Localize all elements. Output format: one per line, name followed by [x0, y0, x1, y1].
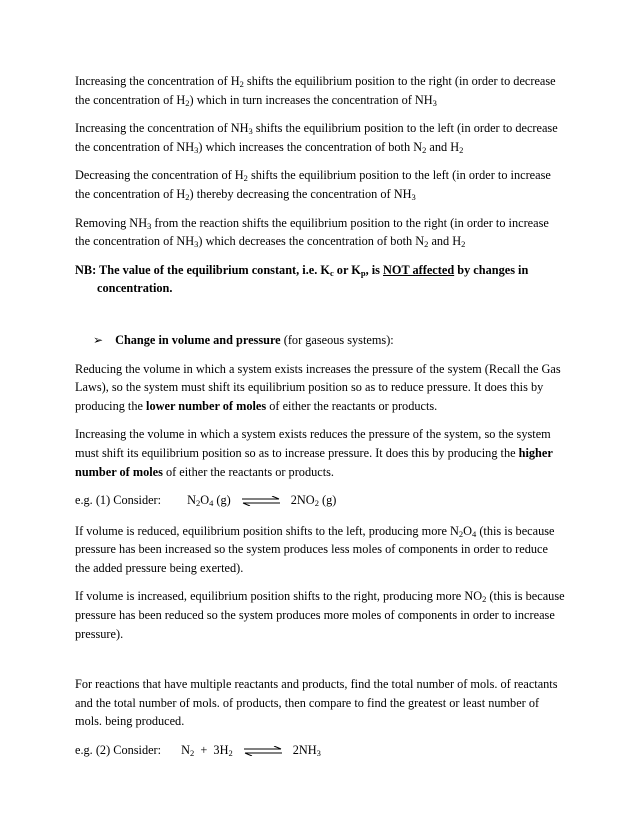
- paragraph-h2-decrease: Decreasing the concentration of $H_2$ shifts the equilibrium position to the left (in order to increase the concentration of $H_2$) thereby decreasing the concentration of $NH_3$: [75, 168, 551, 202]
- paragraph-volume-reduced-result: If volume is reduced, equilibrium position shifts to the left, producing more $N_2O_4$ (this is because pressure has been increased so the system produces less moles of components in order to reduce the added pressure being exerted).: [75, 523, 555, 575]
- paragraph-volume-reduce: Reducing the volume in which a system exists increases the pressure of the system (Recall the Gas Laws), so the system must shift its equilibrium position so as to reduce pressure. It does this by producing the lower number of moles of either the reactants or products.: [75, 361, 561, 413]
- document-body: [75, 72, 565, 772]
- paragraph-multiple-reactants: For reactions that have multiple reactants and products, find the total number of mols. of reactants and the total number of mols. of products, then compare to find the greatest or least number of mols. being produced.: [75, 677, 558, 729]
- paragraph-nh3-removal: Removing $NH_3$ from the reaction shifts the equilibrium position to the right (in order to increase the concentration of $NH_3$) which decreases the concentration of both $N_2$ and $H_2$: [75, 215, 549, 250]
- paragraph-volume-increased-result: If volume is increased, equilibrium position shifts to the right, producing more $NO_2$ (this is because pressure has been reduced so the system produces more moles of components in order to increase pressure).: [75, 589, 565, 641]
- example-2-equation: e.g. (2) Consider: $N_2 + 3H_2$ $2NH_3$: [75, 743, 321, 759]
- not-affected-underline: NOT affected: [383, 262, 455, 277]
- paragraph-nh3-increase: Increasing the concentration of $NH_3$ shifts the equilibrium position to the left (in order to decrease the concentration of $NH_3$) which increases the concentration of both $N_2$ and $H_2$: [75, 121, 558, 155]
- paragraph-volume-increase: Increasing the volume in which a system exists reduces the pressure of the system, so the system must shift its equilibrium position so as to increase pressure. It does this by producing the higher number of moles of either the reactants or products.: [75, 427, 553, 479]
- equilibrium-arrow-icon: [243, 746, 283, 756]
- paragraph-h2-increase: Increasing the concentration of $H_2$ shifts the equilibrium position to the right (in order to decrease the concentration of $H_2$) which in turn increases the concentration of $NH_3$: [75, 74, 556, 108]
- bullet-arrow-icon: ➢: [93, 332, 104, 347]
- nb-note: NB: The value of the equilibrium constant, i.e. $K_c$ or $K_p$, is NOT affected by changes in concentration.: [75, 262, 529, 296]
- section-heading-volume-pressure: ➢ Change in volume and pressure (for gaseous systems):: [93, 332, 394, 347]
- example-1-equation: e.g. (1) Consider: $N_2O_4$ (g) $2NO_2$ (g): [75, 493, 337, 509]
- spacer: [75, 653, 565, 675]
- equilibrium-arrow-icon: [241, 496, 281, 506]
